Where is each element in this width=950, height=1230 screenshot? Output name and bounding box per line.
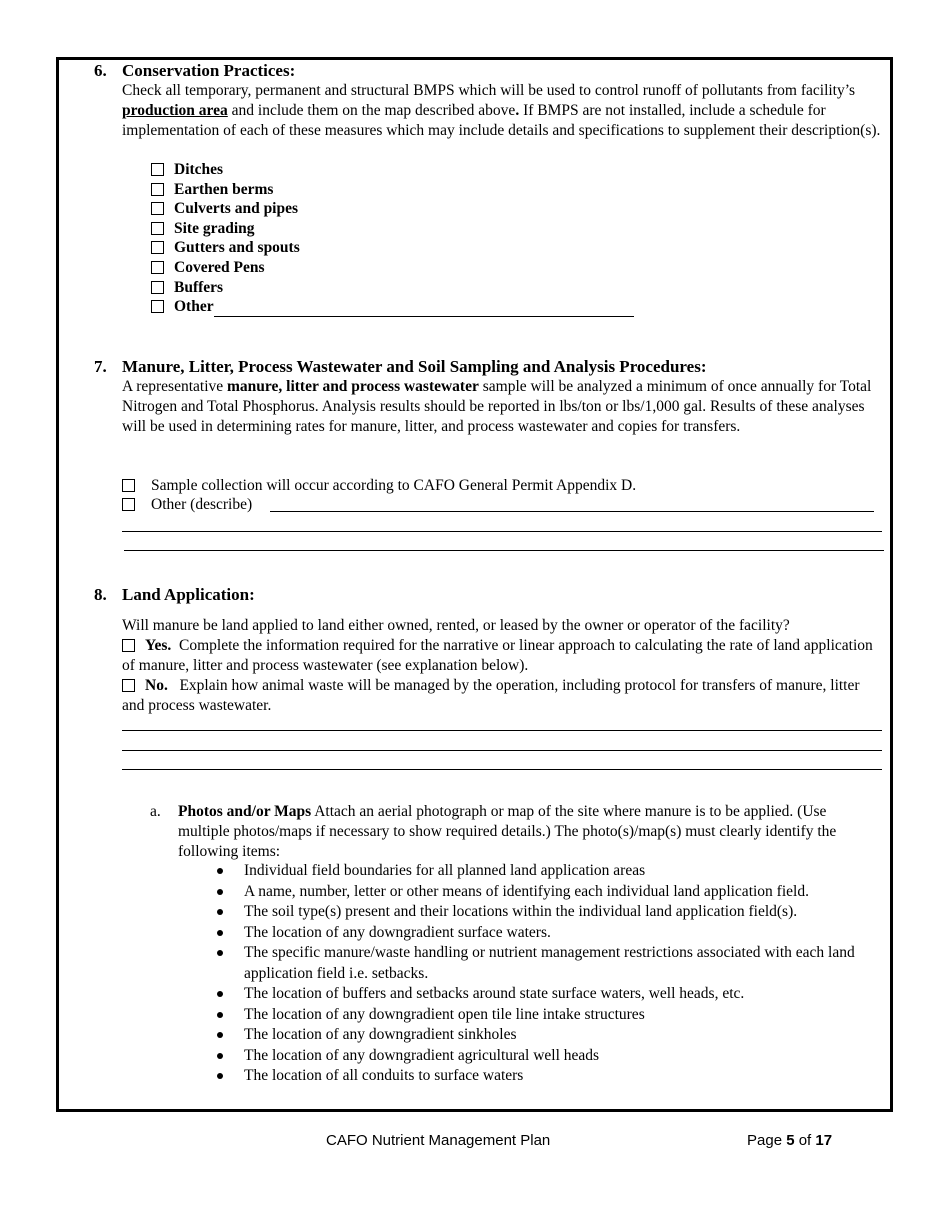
- explain-line[interactable]: [122, 730, 882, 731]
- section-7-number: 7.: [94, 357, 107, 376]
- explain-line[interactable]: [122, 750, 882, 751]
- bmp-option-culverts[interactable]: Culverts and pipes: [151, 199, 634, 219]
- list-item: The location of any downgradient open tile line intake structures: [178, 1005, 886, 1026]
- bmp-option-gutters[interactable]: Gutters and spouts: [151, 238, 634, 258]
- list-item: The location of buffers and setbacks around state surface waters, well heads, etc.: [178, 984, 886, 1005]
- checkbox[interactable]: [151, 281, 164, 294]
- checkbox[interactable]: [122, 479, 135, 492]
- other-describe-row[interactable]: Other (describe): [122, 495, 252, 515]
- checkbox[interactable]: [151, 241, 164, 254]
- bmp-checklist: [151, 160, 634, 317]
- section-6-number: 6.: [94, 61, 107, 80]
- map-items-list: [178, 861, 886, 1087]
- list-item: The specific manure/waste handling or nutrient management restrictions associated with each land application field i.e. setbacks.: [178, 943, 886, 984]
- explain-line[interactable]: [122, 769, 882, 770]
- checkbox[interactable]: [122, 679, 135, 692]
- bmp-option-buffers[interactable]: Buffers: [151, 278, 634, 298]
- footer-page-number: Page 5 of 17: [747, 1132, 833, 1149]
- section-7-intro: A representative manure, litter and process wastewater sample will be analyzed a minimum of once annually for Total Nitrogen and Total Phosphorus. Analysis results should be reported in lbs/ton or lbs/1,000 gal. Results of these analyses will be used in determining rates for manure, litter, and process wastewater and copies for transfers.: [122, 378, 872, 435]
- list-item: The soil type(s) present and their locations within the individual land application field(s).: [178, 902, 886, 923]
- no-option[interactable]: No. Explain how animal waste will be managed by the operation, including protocol for transfers of manure, litter and process wastewater.: [122, 677, 860, 714]
- sample-option-row[interactable]: Sample collection will occur according to CAFO General Permit Appendix D.: [122, 476, 636, 496]
- other-line[interactable]: [214, 302, 634, 317]
- bmp-option-covered-pens[interactable]: Covered Pens: [151, 258, 634, 278]
- section-7-title: Manure, Litter, Process Wastewater and Soil Sampling and Analysis Procedures:: [122, 357, 707, 376]
- land-application-question: Will manure be land applied to land either owned, rented, or leased by the owner or operator of the facility?: [122, 617, 790, 634]
- describe-line[interactable]: [122, 531, 882, 532]
- bmp-option-site-grading[interactable]: Site grading: [151, 219, 634, 239]
- bmp-option-ditches[interactable]: Ditches: [151, 160, 634, 180]
- yes-option[interactable]: Yes. Complete the information required for the narrative or linear approach to calculating the rate of land application of manure, litter and process wastewater (see explanation below).: [122, 637, 873, 674]
- list-item: The location of all conduits to surface waters: [178, 1066, 886, 1087]
- list-item: Individual field boundaries for all planned land application areas: [178, 861, 886, 882]
- checkbox[interactable]: [151, 202, 164, 215]
- section-8-number: 8.: [94, 585, 107, 604]
- checkbox[interactable]: [122, 639, 135, 652]
- checkbox[interactable]: [151, 261, 164, 274]
- section-6-intro: Check all temporary, permanent and structural BMPS which will be used to control runoff of pollutants from facility’s production area and include them on the map described above. If BMPS are not installed, include a schedule for implementation of each of these measures which may include details and specifications to supplement their description(s).: [122, 82, 881, 139]
- footer-doc-title: CAFO Nutrient Management Plan: [326, 1132, 551, 1149]
- checkbox[interactable]: [151, 222, 164, 235]
- sub-a-marker: a.: [150, 803, 161, 820]
- bmp-option-other[interactable]: Other: [151, 297, 634, 317]
- checkbox[interactable]: [122, 498, 135, 511]
- list-item: The location of any downgradient agricultural well heads: [178, 1046, 886, 1067]
- list-item: The location of any downgradient sinkholes: [178, 1025, 886, 1046]
- list-item: The location of any downgradient surface waters.: [178, 923, 886, 944]
- photos-maps-text: Photos and/or Maps Attach an aerial photograph or map of the site where manure is to be applied. (Use multiple photos/maps if necessary to show required details.) The photo(s)/map(s) must clearly identify the following items:: [178, 803, 837, 860]
- list-item: A name, number, letter or other means of identifying each individual land application field.: [178, 882, 886, 903]
- checkbox[interactable]: [151, 163, 164, 176]
- describe-line[interactable]: [124, 550, 884, 551]
- checkbox[interactable]: [151, 300, 164, 313]
- bmp-option-earthen-berms[interactable]: Earthen berms: [151, 180, 634, 200]
- section-8-title: Land Application:: [122, 585, 255, 604]
- other-describe-line[interactable]: [270, 511, 874, 512]
- checkbox[interactable]: [151, 183, 164, 196]
- section-6-title: Conservation Practices:: [122, 61, 296, 80]
